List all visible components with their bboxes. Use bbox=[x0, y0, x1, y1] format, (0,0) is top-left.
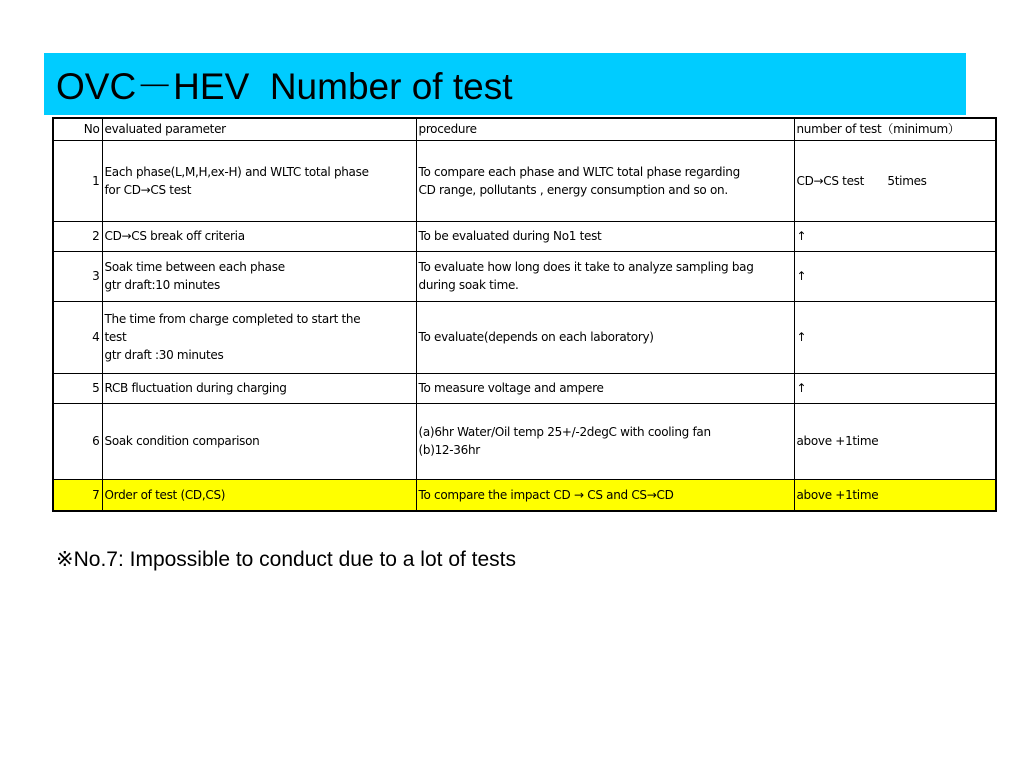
row-no: 5 bbox=[53, 373, 102, 403]
row-number: ↑ bbox=[794, 251, 996, 301]
header-number: number of test（minimum） bbox=[794, 118, 996, 140]
table-row bbox=[53, 403, 996, 479]
procedure-line: To measure voltage and ampere bbox=[418, 381, 604, 395]
parameter-line: gtr draft :30 minutes bbox=[104, 348, 224, 362]
parameter-line: CD→CS break off criteria bbox=[104, 229, 245, 243]
parameter-line: Soak condition comparison bbox=[104, 434, 260, 448]
row-number: above +1time bbox=[794, 403, 996, 479]
row-parameter bbox=[102, 403, 416, 479]
row-no: 4 bbox=[53, 301, 102, 373]
row-number: above +1time bbox=[794, 479, 996, 511]
parameter-line: Soak time between each phase bbox=[104, 260, 285, 274]
title-part2: Number of test bbox=[269, 66, 513, 107]
title-bar bbox=[44, 53, 966, 115]
table-row bbox=[53, 301, 996, 373]
table-row bbox=[53, 221, 996, 251]
row-no: 1 bbox=[53, 140, 102, 221]
table-row bbox=[53, 140, 996, 221]
row-number: ↑ bbox=[794, 373, 996, 403]
row-procedure bbox=[416, 140, 794, 221]
row-parameter bbox=[102, 301, 416, 373]
row-no: 3 bbox=[53, 251, 102, 301]
row-no: 2 bbox=[53, 221, 102, 251]
row-parameter bbox=[102, 221, 416, 251]
procedure-line: To evaluate(depends on each laboratory) bbox=[418, 330, 654, 344]
parameter-line: The time from charge completed to start the bbox=[104, 312, 361, 326]
parameter-line: gtr draft:10 minutes bbox=[104, 278, 220, 292]
table-row bbox=[53, 373, 996, 403]
header-no: No bbox=[53, 118, 102, 140]
row-number: ↑ bbox=[794, 301, 996, 373]
row-number: ↑ bbox=[794, 221, 996, 251]
row-procedure bbox=[416, 479, 794, 511]
procedure-line: To evaluate how long does it take to analyze sampling bag bbox=[418, 260, 754, 274]
parameter-line: RCB fluctuation during charging bbox=[104, 381, 287, 395]
parameter-line: Order of test (CD,CS) bbox=[104, 487, 226, 502]
row-parameter bbox=[102, 479, 416, 511]
row-procedure bbox=[416, 301, 794, 373]
procedure-line: during soak time. bbox=[418, 278, 519, 292]
parameter-line: Each phase(L,M,H,ex-H) and WLTC total phase bbox=[104, 164, 369, 179]
procedure-line: To compare each phase and WLTC total phase regarding bbox=[418, 164, 740, 179]
row-parameter bbox=[102, 373, 416, 403]
row-procedure bbox=[416, 373, 794, 403]
procedure-line: To compare the impact CD → CS and CS→CD bbox=[418, 487, 674, 502]
test-table bbox=[52, 117, 997, 512]
procedure-line: (b)12-36hr bbox=[418, 443, 480, 457]
row-procedure bbox=[416, 221, 794, 251]
row-number: CD→CS test 5times bbox=[794, 140, 996, 221]
footnote: ※No.7: Impossible to conduct due to a lot of tests bbox=[56, 548, 517, 571]
procedure-line: CD range, pollutants , energy consumption and so on. bbox=[418, 182, 728, 197]
parameter-line: test bbox=[104, 330, 127, 344]
procedure-line: To be evaluated during No1 test bbox=[418, 229, 602, 243]
row-procedure bbox=[416, 251, 794, 301]
row-parameter bbox=[102, 251, 416, 301]
row-parameter bbox=[102, 140, 416, 221]
table-header-row bbox=[53, 118, 996, 140]
header-procedure: procedure bbox=[416, 118, 794, 140]
header-parameter: evaluated parameter bbox=[102, 118, 416, 140]
page-title bbox=[56, 65, 512, 109]
table-row-highlighted bbox=[53, 479, 996, 511]
title-part1: OVC－HEV bbox=[56, 66, 250, 107]
row-procedure bbox=[416, 403, 794, 479]
table-row bbox=[53, 251, 996, 301]
procedure-line: (a)6hr Water/Oil temp 25+/-2degC with cooling fan bbox=[418, 425, 711, 439]
row-no: 6 bbox=[53, 403, 102, 479]
parameter-line: for CD→CS test bbox=[104, 182, 192, 197]
row-no: 7 bbox=[53, 479, 102, 511]
